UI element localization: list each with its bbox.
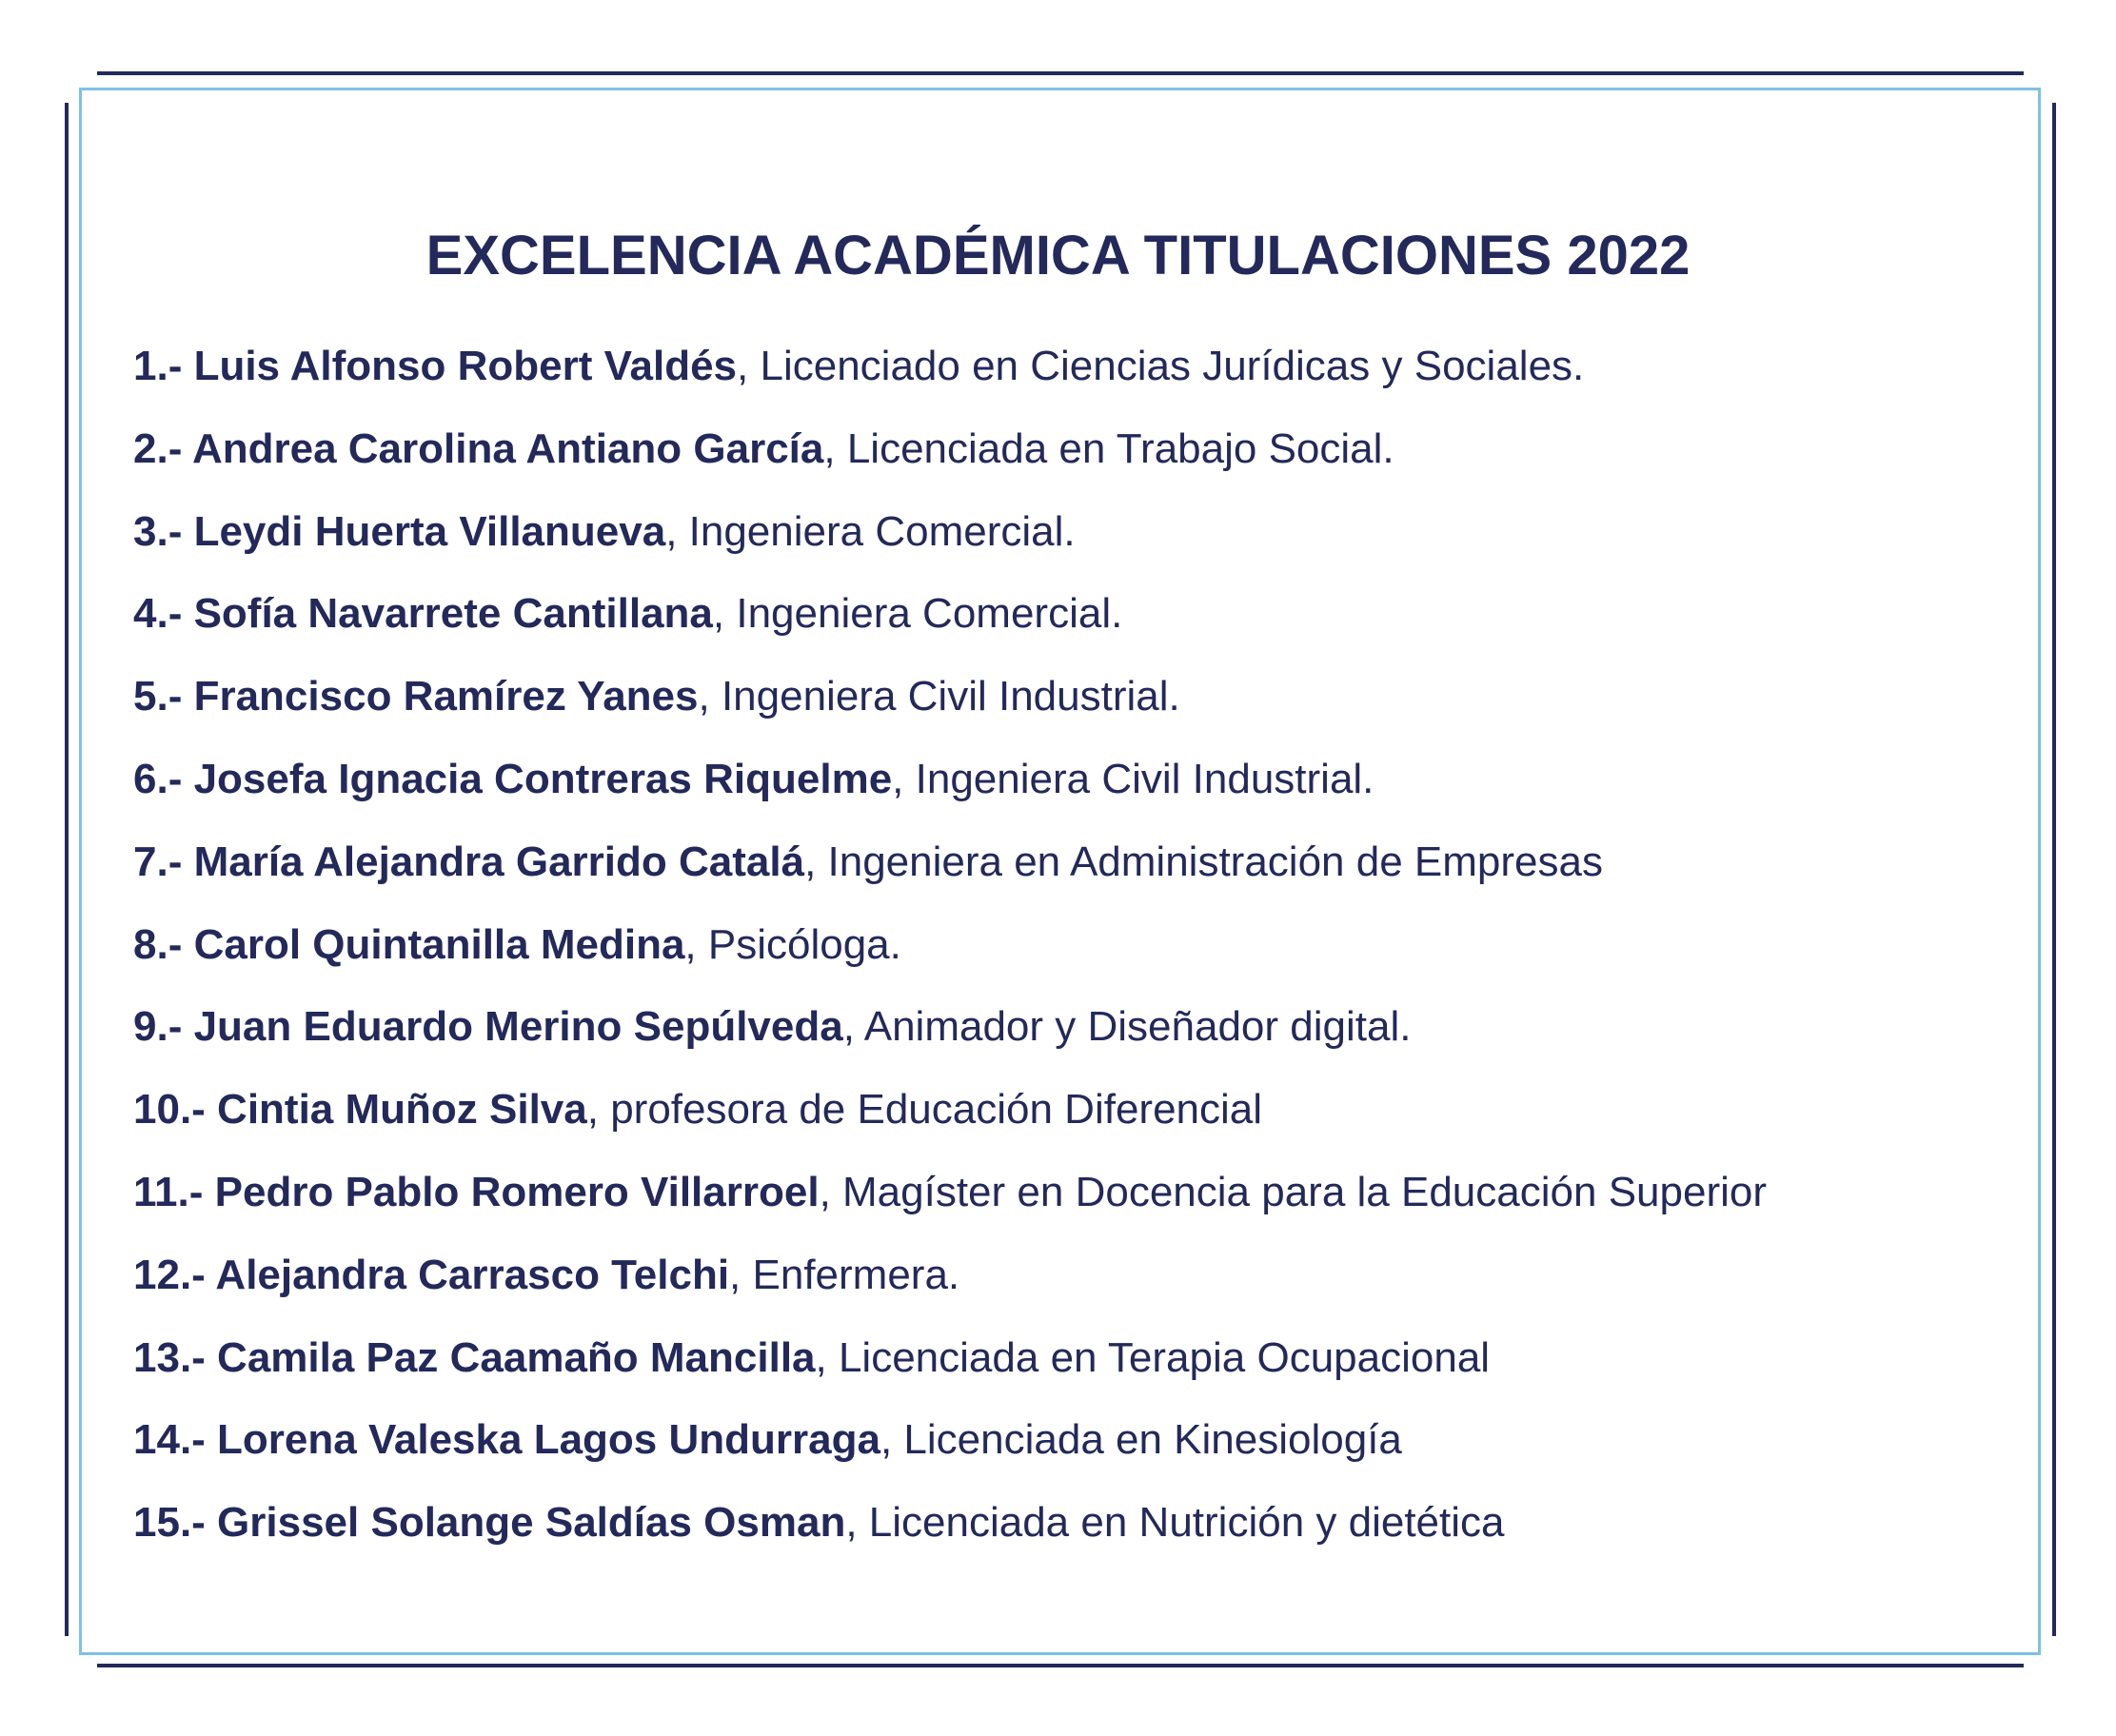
item-number: 3.- [133,507,194,555]
item-number: 15.- [133,1499,218,1547]
item-number: 7.- [133,838,194,885]
list-item [133,834,2018,917]
degree-description: , Ingeniera Comercial. [712,590,1123,638]
graduate-name: Carol Quintanilla Medina [193,920,685,968]
degree-description: , Licenciado en Ciencias Jurídicas y Sociales. [737,343,1585,389]
graduate-name: Camila Paz Caamaño Mancilla [217,1333,816,1381]
item-number: 11.- [133,1168,215,1215]
list-item [133,917,2018,999]
page-title: EXCELENCIA ACADÉMICA TITULACIONES 2022 [425,224,1691,286]
list-item [133,1081,2018,1164]
list-item [133,421,2018,503]
graduate-name: Lorena Valeska Lagos Undurraga [217,1416,880,1464]
degree-description: , Ingeniera Comercial. [665,507,1076,555]
item-number: 5.- [133,673,194,720]
degree-description: , Magíster en Docencia para la Educación Superior [819,1168,1767,1215]
item-number: 14.- [133,1416,218,1464]
list-item [133,338,2018,421]
degree-description: , Licenciada en Kinesiología [880,1416,1402,1464]
item-number: 2.- [133,424,192,472]
degree-description: , Psicóloga. [684,920,901,968]
graduate-name: Josefa Ignacia Contreras Riquelme [193,755,893,802]
degree-description: , Enfermera. [729,1251,960,1298]
degree-description: , Licenciada en Terapia Ocupacional [815,1333,1491,1381]
list-item [133,1494,2018,1577]
list-item [133,668,2018,751]
graduate-name: Cintia Muñoz Silva [217,1086,587,1134]
degree-description: , Animador y Diseñador digital. [842,1003,1412,1051]
graduate-name: Andrea Carolina Antiano García [191,424,824,472]
graduate-name: Leydi Huerta Villanueva [193,507,666,555]
item-number: 13.- [133,1333,218,1381]
degree-description: , Licenciada en Trabajo Social. [823,424,1394,472]
item-number: 12.- [133,1251,216,1298]
graduate-name: Luis Alfonso Robert Valdés [193,343,738,389]
list-item [133,998,2018,1081]
graduate-name: Sofía Navarrete Cantillana [193,590,713,638]
list-item [133,1411,2018,1494]
degree-description: , Ingeniera en Administración de Empresas [804,838,1603,885]
graduate-name: María Alejandra Garrido Catalá [193,838,805,885]
list-item [133,1164,2018,1247]
item-number: 4.- [133,590,194,638]
graduate-name: Juan Eduardo Merino Sepúlveda [193,1003,843,1051]
graduate-name: Pedro Pablo Romero Villarroel [214,1168,820,1215]
list-item [133,585,2018,668]
degree-description: , profesora de Educación Diferencial [586,1086,1263,1134]
item-number: 9.- [133,1003,194,1051]
graduate-name: Alejandra Carrasco Telchi [215,1251,730,1298]
list-item [133,1330,2018,1412]
list-item [133,751,2018,834]
graduate-name: Francisco Ramírez Yanes [193,673,699,720]
list-item [133,503,2018,586]
item-number: 8.- [133,920,194,968]
item-number: 1.- [133,343,194,389]
degree-description: , Licenciada en Nutrición y dietética [845,1499,1505,1547]
graduate-name: Grissel Solange Saldías Osman [217,1499,846,1547]
degree-description: , Ingeniera Civil Industrial. [698,673,1180,720]
degree-description: , Ingeniera Civil Industrial. [892,755,1374,802]
graduate-list [133,338,2018,1577]
list-item [133,1247,2018,1330]
item-number: 10.- [133,1086,218,1134]
item-number: 6.- [133,755,194,802]
